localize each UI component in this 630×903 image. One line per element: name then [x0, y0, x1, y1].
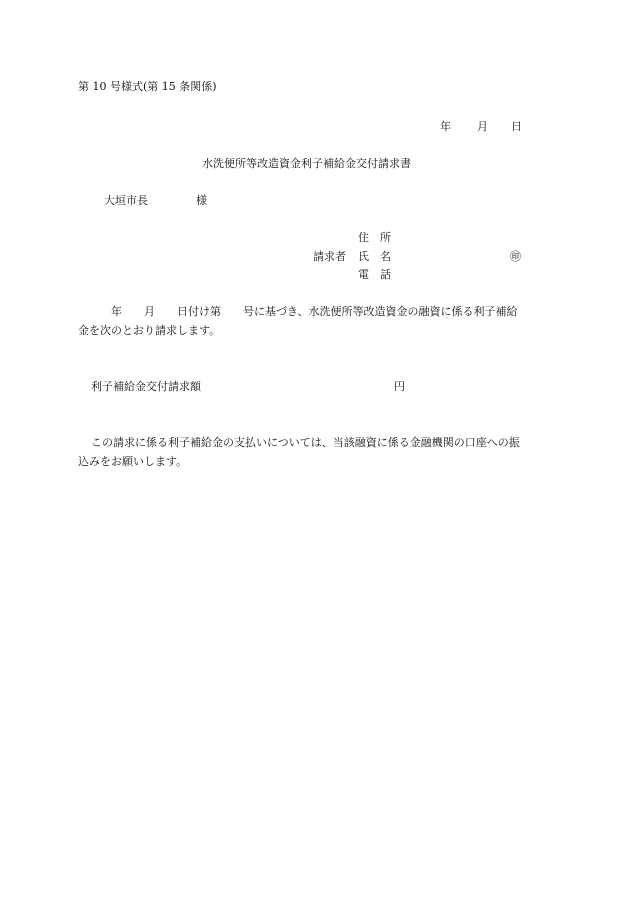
form-number-label: 第 10 号様式(第 15 条関係) — [78, 80, 217, 93]
date-year: 年 — [440, 120, 451, 133]
requester-address-label: 住 所 — [358, 231, 391, 244]
document-title: 水洗便所等改造資金利子補給金交付請求書 — [202, 157, 411, 170]
request-paragraph-line-1: 年 月 日付け第 号に基づき、水洗便所等改造資金の融資に係る利子補給 — [78, 305, 518, 318]
amount-unit: 円 — [394, 380, 405, 393]
addressee-name: 大垣市長 — [104, 194, 148, 207]
addressee-honorific: 様 — [196, 194, 207, 207]
requester-label: 請求者 — [313, 250, 346, 263]
date-month: 月 — [477, 120, 488, 133]
payment-paragraph-line-1: この請求に係る利子補給金の支払いについては、当該融資に係る金融機関の口座への振 — [91, 436, 520, 449]
request-paragraph-line-2: 金を次のとおり請求します。 — [78, 324, 221, 337]
amount-label: 利子補給金交付請求額 — [91, 380, 201, 393]
requester-phone-label: 電 話 — [358, 268, 391, 281]
date-day: 日 — [511, 120, 522, 133]
seal-mark: ㊞ — [510, 250, 521, 263]
payment-paragraph-line-2: 込みをお願いします。 — [78, 455, 188, 468]
requester-name-label: 氏 名 — [358, 250, 391, 263]
